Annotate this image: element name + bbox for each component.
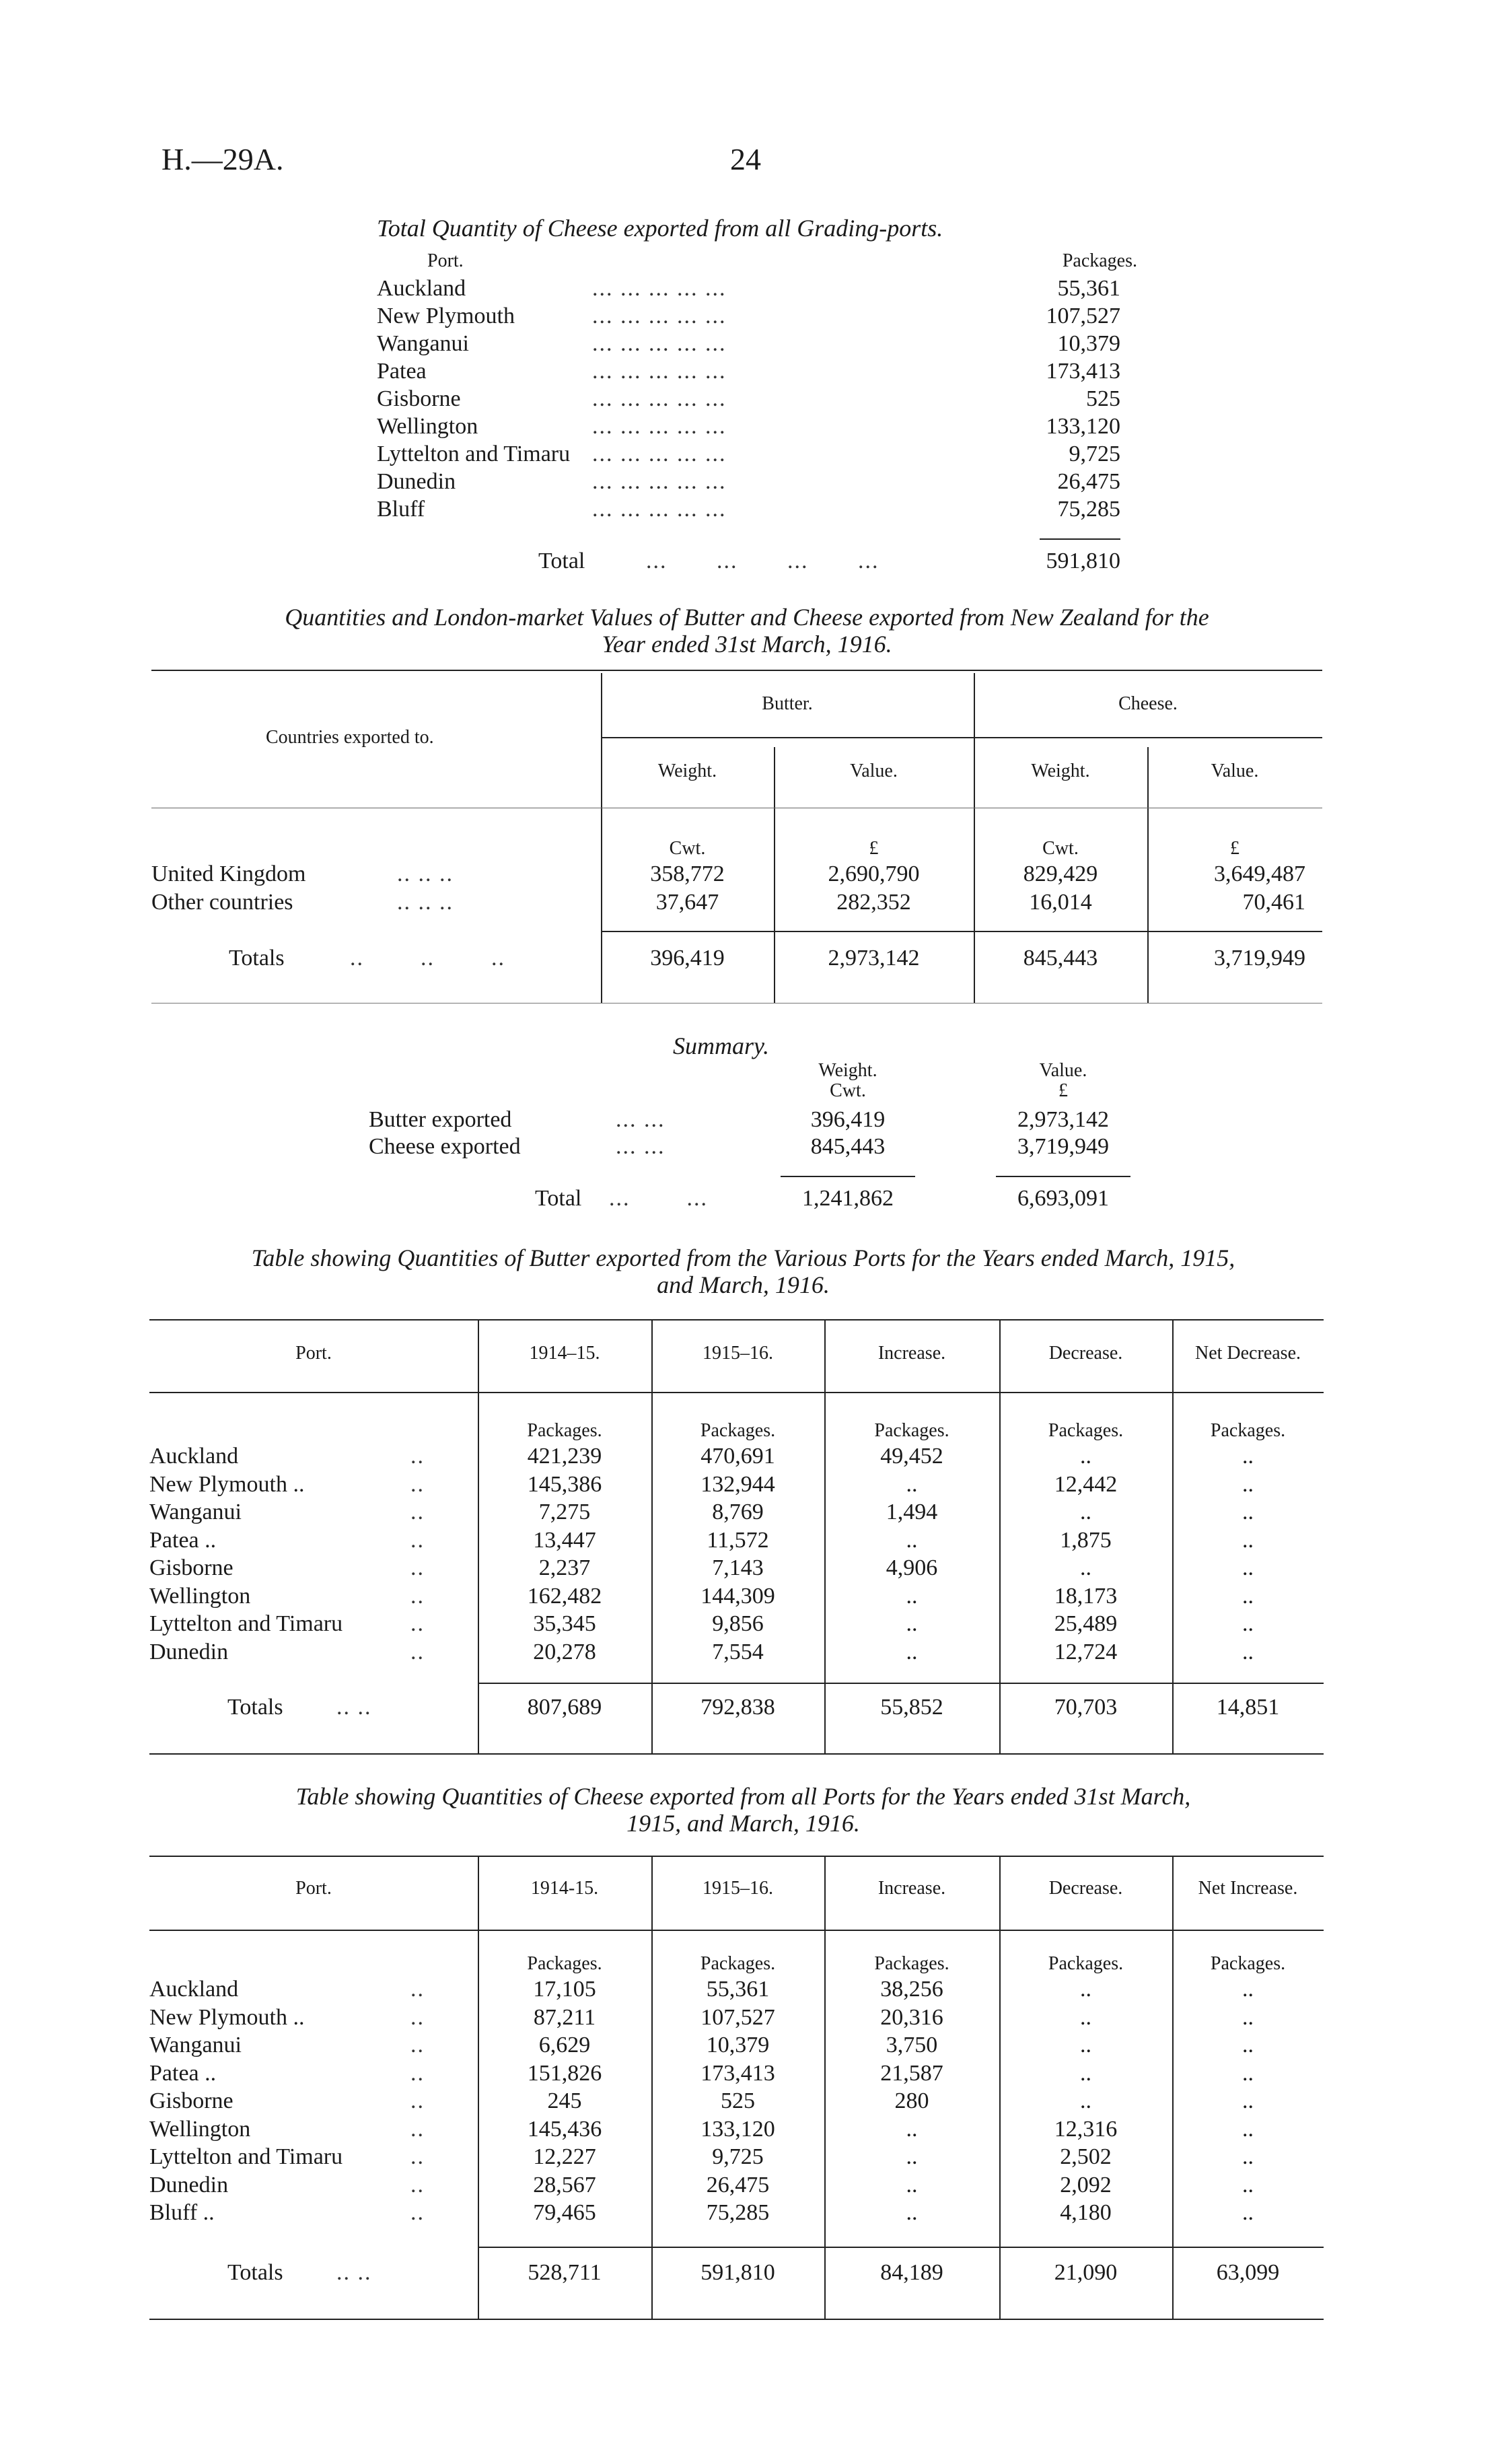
summary-col-value: Value.	[1039, 1060, 1087, 1081]
leader-dots: ..	[410, 1977, 425, 2002]
port-name: Patea ..	[149, 1527, 217, 1553]
totals-label: Totals	[227, 1695, 283, 1720]
column-header: 1915–16.	[703, 1343, 773, 1364]
column-header: Decrease.	[1048, 1878, 1123, 1899]
summary-row-label: Butter exported	[369, 1107, 512, 1132]
butter-weight: 37,647	[655, 890, 719, 915]
column-header: Net Decrease.	[1194, 1343, 1301, 1364]
butter-ports-title-line2: and March, 1916.	[657, 1271, 830, 1298]
page-reference: H.—29A.	[161, 142, 284, 176]
summary-total-weight: 1,241,862	[802, 1186, 894, 1211]
port-name: Lyttelton and Timaru	[149, 1611, 343, 1636]
unit-cwt: Cwt.	[1042, 838, 1079, 859]
unit-label: Packages.	[1210, 1420, 1286, 1441]
values-bottom-rule	[151, 1003, 1322, 1004]
row-value: 2,237	[538, 1555, 591, 1580]
row-value: 26,475	[706, 2172, 770, 2197]
country-name: United Kingdom	[151, 861, 306, 886]
cheese-value: 3,649,487	[1214, 861, 1305, 886]
totals-value: 63,099	[1216, 2260, 1280, 2285]
row-value: ..	[1080, 2004, 1091, 2030]
leader-dots: ..	[410, 1444, 425, 1469]
row-value: 9,725	[712, 2144, 764, 2169]
values-title-line1: Quantities and London-market Values of Butter and Cheese exported from New Zealand for the	[285, 604, 1209, 631]
col-cheese-value: Value.	[1211, 761, 1259, 781]
unit-label: Packages.	[700, 1953, 776, 1974]
row-value: ..	[1242, 1471, 1254, 1497]
port-name: Wellington	[377, 414, 478, 439]
row-value: 4,180	[1060, 2200, 1112, 2225]
port-name: Bluff ..	[149, 2200, 215, 2225]
unit-label: Packages.	[874, 1953, 949, 1974]
row-value: 21,587	[880, 2060, 943, 2086]
row-value: 1,494	[886, 1500, 938, 1524]
row-value: ..	[1242, 1611, 1254, 1636]
column-header: 1914–15.	[529, 1343, 600, 1364]
row-value: ..	[1080, 1555, 1091, 1580]
row-value: 75,285	[706, 2200, 770, 2225]
row-value: 25,489	[1054, 1611, 1118, 1636]
column-header: Increase.	[877, 1878, 946, 1899]
row-value: 245	[547, 2088, 582, 2113]
col-butter-weight: Weight.	[657, 761, 717, 781]
row-value: 12,227	[533, 2144, 596, 2169]
cheese-value: 70,461	[1242, 890, 1305, 915]
row-value: 12,316	[1054, 2116, 1118, 2142]
row-value: 144,309	[700, 1583, 775, 1609]
cheese-table-totals-rule	[478, 2247, 1324, 2248]
row-value: ..	[906, 2200, 918, 2225]
cheese-table-top-rule	[149, 1856, 1324, 1857]
leader-dots: ... ... ... ... ...	[592, 442, 727, 466]
summary-row-weight: 396,419	[810, 1107, 886, 1132]
summary-total-value: 6,693,091	[1017, 1186, 1109, 1211]
row-value: ..	[1080, 1977, 1091, 2002]
totals-value: 70,703	[1054, 1695, 1118, 1720]
row-value: 3,750	[886, 2033, 938, 2057]
row-value: 470,691	[700, 1444, 775, 1469]
leader-dots: ... ...	[609, 1186, 708, 1211]
row-value: ..	[1242, 1444, 1254, 1469]
cheese-table-header-rule	[149, 1930, 1324, 1931]
totals-value: 591,810	[700, 2260, 775, 2285]
row-value: 132,944	[700, 1471, 775, 1497]
row-value: ..	[1242, 2088, 1254, 2113]
col-countries-header: Countries exported to.	[266, 727, 434, 748]
row-value: ..	[906, 1471, 918, 1497]
port-packages: 9,725	[1069, 442, 1120, 466]
port-name: Auckland	[149, 1977, 239, 2002]
row-value: ..	[1242, 2116, 1254, 2142]
row-value: 151,826	[527, 2060, 602, 2086]
unit-pound: £	[869, 838, 879, 859]
unit-label: Packages.	[700, 1420, 776, 1441]
row-value: ..	[906, 1527, 918, 1553]
values-total-butter-weight: 396,419	[650, 946, 725, 971]
port-packages: 173,413	[1046, 359, 1120, 384]
total-rule	[1040, 538, 1120, 540]
row-value: ..	[1242, 2200, 1254, 2225]
leader-dots: ..	[410, 2116, 425, 2142]
totals-value: 55,852	[880, 1695, 943, 1720]
leader-dots: ..	[410, 2004, 425, 2030]
butter-ports-header-rule	[149, 1392, 1324, 1393]
row-value: ..	[906, 1639, 918, 1664]
row-value: 35,345	[533, 1611, 596, 1636]
port-name: Dunedin	[149, 2172, 229, 2197]
leader-dots: ... ... ... ... ...	[592, 359, 727, 384]
port-name: Lyttelton and Timaru	[149, 2144, 343, 2169]
row-value: ..	[1242, 2060, 1254, 2086]
leader-dots: ..	[410, 2088, 425, 2113]
row-value: ..	[1080, 2060, 1091, 2086]
summary-title: Summary.	[673, 1032, 769, 1059]
summary-total-label: Total	[535, 1186, 582, 1211]
column-header: Port.	[295, 1343, 332, 1364]
leader-dots: ..	[410, 1583, 425, 1609]
column-header: 1914-15.	[530, 1878, 599, 1899]
row-value: 20,316	[880, 2004, 943, 2030]
leader-dots: .. ..	[336, 1695, 372, 1720]
values-total-butter-value: 2,973,142	[828, 946, 920, 971]
summary-col-weight: Weight.	[818, 1060, 877, 1081]
leader-dots: ..	[410, 1639, 425, 1664]
leader-dots: ..	[410, 2172, 425, 2197]
leader-dots: ..	[410, 2200, 425, 2225]
port-name: Bluff	[377, 497, 425, 522]
leader-dots: ... ... ... ... ...	[592, 331, 727, 356]
row-value: ..	[1242, 1639, 1254, 1664]
port-name: Dunedin	[377, 469, 456, 494]
leader-dots: ..	[410, 1611, 425, 1636]
row-value: 7,275	[538, 1500, 591, 1524]
leader-dots: ... ...	[616, 1107, 666, 1132]
unit-pound: £	[1230, 838, 1239, 859]
totals-label: Totals	[227, 2260, 283, 2285]
port-name: Wellington	[149, 1583, 251, 1609]
cheese-table-title-line2: 1915, and March, 1916.	[626, 1810, 860, 1837]
leader-dots: ... ... ... ...	[646, 549, 879, 573]
leader-dots: ..	[410, 2060, 425, 2086]
column-header: Increase.	[877, 1343, 946, 1364]
leader-dots: ... ... ... ... ...	[592, 497, 727, 522]
port-name: Dunedin	[149, 1639, 229, 1664]
column-header: Port.	[295, 1878, 332, 1899]
row-value: ..	[906, 2144, 918, 2169]
row-value: ..	[1242, 1583, 1254, 1609]
cheese-grading-title: Total Quantity of Cheese exported from all Grading-ports.	[377, 215, 943, 242]
unit-label: Packages.	[1048, 1420, 1124, 1441]
row-value: 1,875	[1060, 1527, 1112, 1553]
values-top-rule	[151, 670, 1322, 671]
row-value: 28,567	[533, 2172, 596, 2197]
port-name: Auckland	[149, 1444, 239, 1469]
row-value: ..	[906, 2116, 918, 2142]
unit-label: Packages.	[527, 1420, 602, 1441]
totals-value: 528,711	[528, 2260, 602, 2285]
row-value: 8,769	[712, 1500, 764, 1524]
values-total-cheese-value: 3,719,949	[1214, 946, 1305, 971]
row-value: 12,724	[1054, 1639, 1118, 1664]
row-value: 55,361	[706, 1977, 770, 2002]
leader-dots: ... ... ... ... ...	[592, 276, 727, 301]
port-name: Gisborne	[377, 386, 461, 411]
row-value: 2,092	[1060, 2172, 1112, 2197]
col-port-header: Port.	[427, 250, 464, 271]
col-butter-header: Butter.	[762, 693, 813, 714]
row-value: 87,211	[533, 2004, 596, 2030]
row-value: 162,482	[527, 1583, 602, 1609]
row-value: 10,379	[706, 2033, 770, 2057]
leader-dots: ... ... ... ... ...	[592, 414, 727, 439]
port-packages: 525	[1086, 386, 1120, 411]
leader-dots: ..	[410, 1527, 425, 1553]
port-packages: 75,285	[1057, 497, 1120, 522]
col-butter-value: Value.	[850, 761, 898, 781]
unit-label: Packages.	[527, 1953, 602, 1974]
row-value: ..	[1080, 2033, 1091, 2057]
summary-row-weight: 845,443	[810, 1134, 886, 1159]
leader-dots: ..	[410, 1500, 425, 1524]
leader-dots: ... ... ... ... ...	[592, 386, 727, 411]
cheese-weight: 829,429	[1023, 861, 1098, 886]
port-name: New Plymouth	[377, 304, 515, 328]
row-value: 145,386	[527, 1471, 602, 1497]
summary-rule	[996, 1176, 1130, 1177]
summary-row-value: 2,973,142	[1017, 1107, 1109, 1132]
port-name: Gisborne	[149, 2088, 233, 2113]
row-value: 17,105	[533, 1977, 596, 2002]
row-value: ..	[1080, 1444, 1091, 1469]
summary-unit-cwt: Cwt.	[830, 1080, 866, 1101]
summary-row-label: Cheese exported	[369, 1134, 521, 1159]
totals-value: 84,189	[880, 2260, 943, 2285]
totals-value: 807,689	[527, 1695, 602, 1720]
summary-rule	[781, 1176, 915, 1177]
row-value: 6,629	[538, 2033, 591, 2057]
butter-value: 2,690,790	[828, 861, 920, 886]
port-packages: 26,475	[1057, 469, 1120, 494]
port-name: Lyttelton and Timaru	[377, 442, 571, 466]
values-total-cheese-weight: 845,443	[1023, 946, 1098, 971]
row-value: 2,502	[1060, 2144, 1112, 2169]
leader-dots: .. .. ..	[350, 946, 505, 971]
row-value: ..	[1242, 2004, 1254, 2030]
row-value: 9,856	[712, 1611, 764, 1636]
row-value: ..	[1242, 2172, 1254, 2197]
leader-dots: ..	[410, 2033, 425, 2057]
row-value: 12,442	[1054, 1471, 1118, 1497]
row-value: ..	[906, 1611, 918, 1636]
values-totals-rule	[601, 931, 1322, 932]
row-value: 107,527	[700, 2004, 775, 2030]
row-value: 4,906	[886, 1555, 938, 1580]
row-value: 13,447	[533, 1527, 596, 1553]
unit-label: Packages.	[874, 1420, 949, 1441]
row-value: ..	[1080, 2088, 1091, 2113]
leader-dots: .. .. ..	[397, 861, 454, 886]
column-header: Net Increase.	[1198, 1878, 1298, 1899]
port-name: Wanganui	[377, 331, 469, 356]
port-name: New Plymouth ..	[149, 1471, 305, 1497]
cheese-table-bottom-rule	[149, 2319, 1324, 2320]
row-value: 11,572	[707, 1527, 769, 1553]
row-value: 79,465	[533, 2200, 596, 2225]
leader-dots: .. .. ..	[397, 890, 454, 915]
port-name: Auckland	[377, 276, 466, 301]
row-value: 145,436	[527, 2116, 602, 2142]
port-name: Wellington	[149, 2116, 251, 2142]
butter-weight: 358,772	[650, 861, 725, 886]
port-name: Patea ..	[149, 2060, 217, 2086]
port-name: Wanganui	[149, 2033, 242, 2057]
leader-dots: ..	[410, 1471, 425, 1497]
butter-ports-title-line1: Table showing Quantities of Butter exported from the Various Ports for the Years ended March, 1915,	[251, 1244, 1235, 1271]
leader-dots: ..	[410, 1555, 425, 1580]
row-value: ..	[1242, 2144, 1254, 2169]
butter-ports-top-rule	[149, 1319, 1324, 1321]
page-number: 24	[730, 142, 761, 176]
row-value: ..	[1242, 2033, 1254, 2057]
cheese-grading-total: 591,810	[1046, 549, 1120, 573]
row-value: ..	[1242, 1527, 1254, 1553]
totals-value: 21,090	[1054, 2260, 1118, 2285]
totals-value: 14,851	[1216, 1695, 1280, 1720]
cheese-weight: 16,014	[1029, 890, 1092, 915]
unit-label: Packages.	[1048, 1953, 1124, 1974]
values-totals-label: Totals	[229, 946, 285, 971]
row-value: 18,173	[1054, 1583, 1118, 1609]
row-value: 20,278	[533, 1639, 596, 1664]
cheese-grading-total-label: Total	[538, 549, 585, 573]
unit-cwt: Cwt.	[669, 838, 706, 859]
butter-ports-totals-rule	[478, 1683, 1324, 1684]
port-name: Patea	[377, 359, 427, 384]
column-header: Decrease.	[1048, 1343, 1123, 1364]
row-value: ..	[1242, 1977, 1254, 2002]
values-mid-rule	[601, 737, 1322, 738]
leader-dots: ... ...	[616, 1134, 666, 1159]
leader-dots: ... ... ... ... ...	[592, 304, 727, 328]
column-header: 1915–16.	[703, 1878, 773, 1899]
row-value: ..	[1242, 1500, 1254, 1524]
summary-row-value: 3,719,949	[1017, 1134, 1109, 1159]
leader-dots: .. ..	[336, 2260, 372, 2285]
leader-dots: ..	[410, 2144, 425, 2169]
butter-ports-bottom-rule	[149, 1753, 1324, 1755]
row-value: 133,120	[700, 2116, 775, 2142]
totals-value: 792,838	[700, 1695, 775, 1720]
row-value: 280	[894, 2088, 929, 2113]
row-value: 173,413	[700, 2060, 775, 2086]
values-title-line2: Year ended 31st March, 1916.	[602, 631, 892, 658]
port-packages: 133,120	[1046, 414, 1120, 439]
port-packages: 10,379	[1057, 331, 1120, 356]
port-packages: 107,527	[1046, 304, 1120, 328]
row-value: 421,239	[527, 1444, 602, 1469]
row-value: 49,452	[880, 1444, 943, 1469]
port-name: Wanganui	[149, 1500, 242, 1524]
row-value: ..	[906, 1583, 918, 1609]
row-value: ..	[1080, 1500, 1091, 1524]
col-cheese-weight: Weight.	[1031, 761, 1090, 781]
col-cheese-header: Cheese.	[1118, 693, 1178, 714]
summary-unit-pound: £	[1058, 1080, 1068, 1101]
row-value: ..	[1242, 1555, 1254, 1580]
port-name: New Plymouth ..	[149, 2004, 305, 2030]
col-packages-header: Packages.	[1062, 250, 1137, 271]
country-name: Other countries	[151, 890, 293, 915]
port-packages: 55,361	[1057, 276, 1120, 301]
row-value: 38,256	[880, 1977, 943, 2002]
unit-label: Packages.	[1210, 1953, 1286, 1974]
leader-dots: ... ... ... ... ...	[592, 469, 727, 494]
port-name: Gisborne	[149, 1555, 233, 1580]
cheese-table-title-line1: Table showing Quantities of Cheese exported from all Ports for the Years ended 31st March,	[295, 1783, 1191, 1810]
row-value: ..	[906, 2172, 918, 2197]
row-value: 7,554	[712, 1639, 764, 1664]
row-value: 525	[721, 2088, 755, 2113]
butter-value: 282,352	[836, 890, 911, 915]
row-value: 7,143	[712, 1555, 764, 1580]
